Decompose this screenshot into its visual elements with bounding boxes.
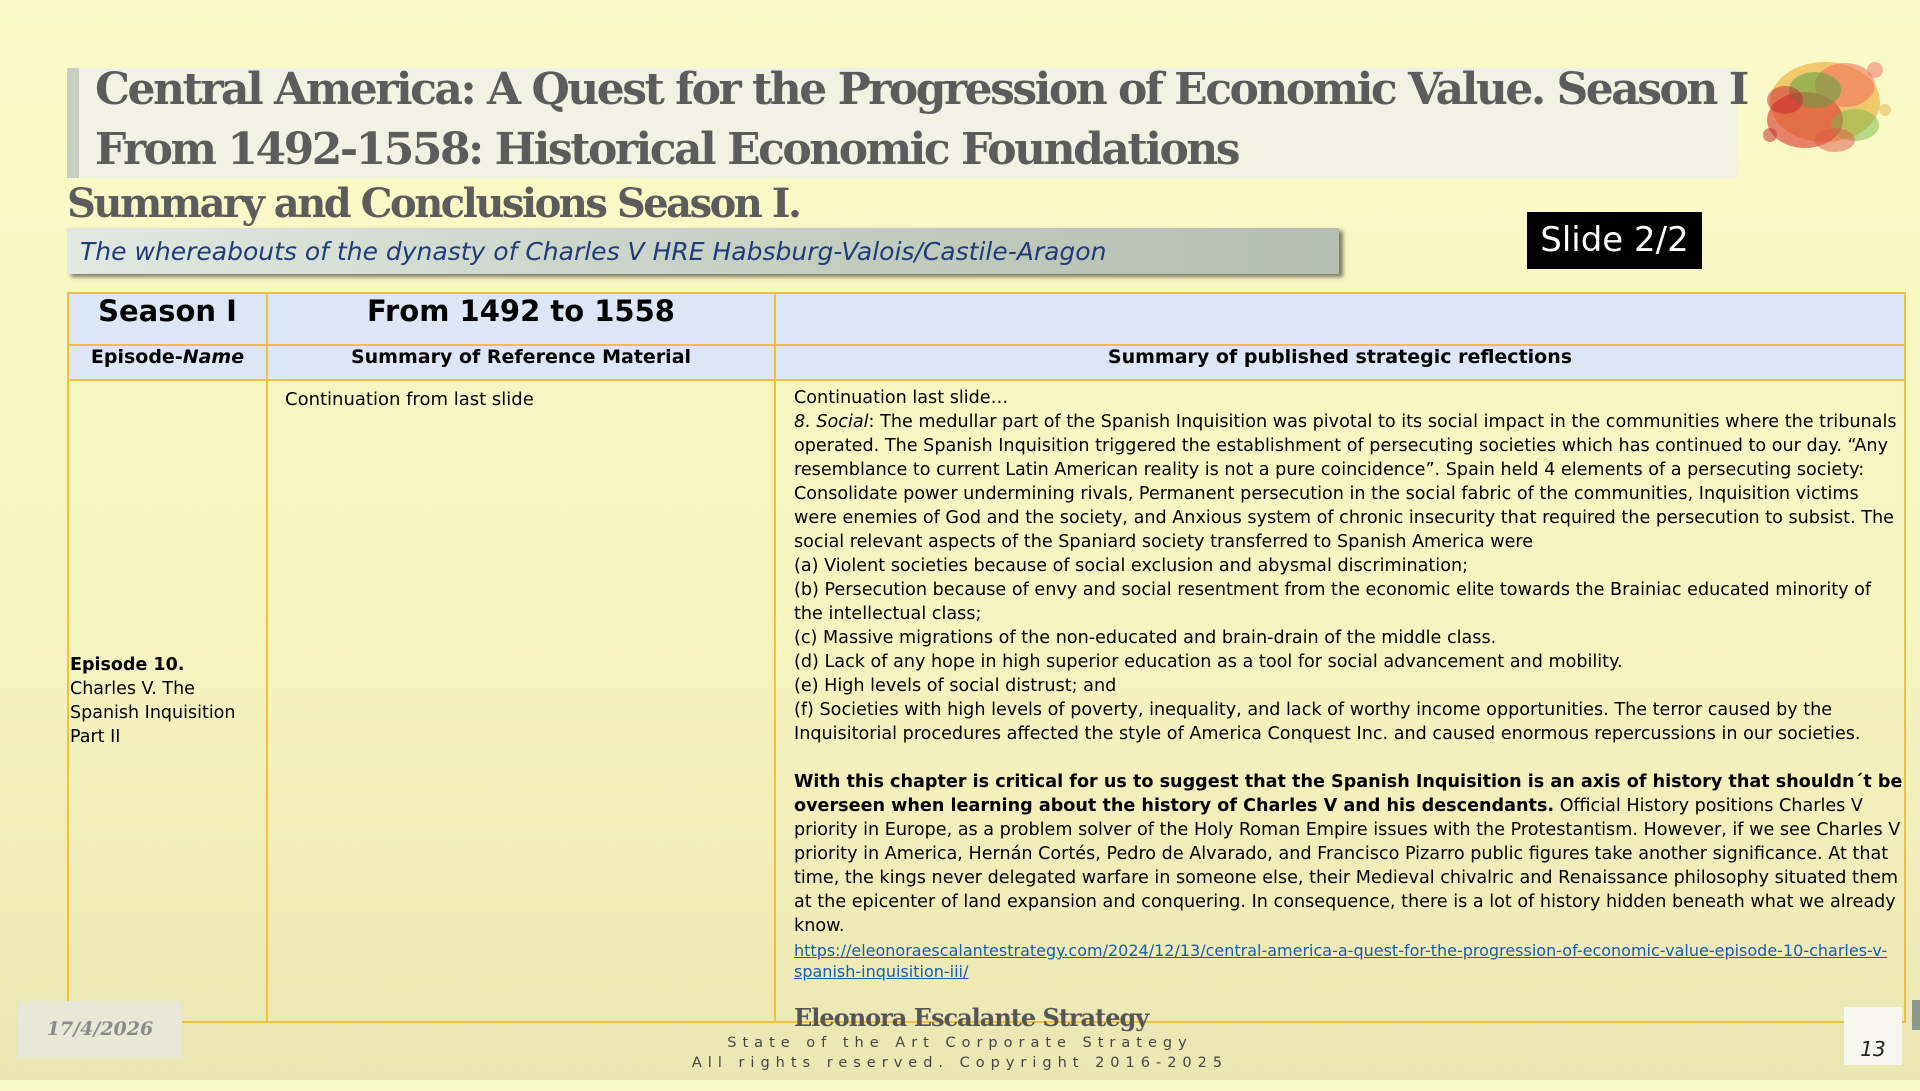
header-episode-name: Episode-Name [68,345,267,380]
episode-number: Episode 10. [70,655,185,675]
dynasty-banner [67,228,1339,274]
slide-title-line-1: Central America: A Quest for the Progression of Economic Value. Season I [95,64,1747,115]
header-period: From 1492 to 1558 [267,293,775,345]
article-link[interactable]: https://eleonoraescalantestrategy.com/2024/12/13/central-america-a-quest-for-the-progression-of-economic-value-episode-10-charles-v-spanish-inquisition-iii/ [794,941,1888,981]
episode-cell [68,380,267,1022]
list-item: (b) Persecution because of envy and social resentment from the economic elite towards the Brainiac educated minority of the intellectual class; [794,580,1872,624]
episode-name-line: Charles V. The [70,679,195,699]
conclusion-paragraph: With this chapter is critical for us to suggest that the Spanish Inquisition is an axis of history that shouldn´t be overseen when learning about the history of Charles V and his descendants. Official History positions Charles V priority in Europe, as a problem solver of the Holy Roman Empire issues with the Protestantism. However, if we see Charles V priority in America, Hernán Cortés, Pedro de Alvarado, and Francisco Pizarro public figures take another significance. At that time, the kings never delegated warfare in someone else, their Medieval chivalric and Renaissance philosophy situated them at the epicenter of land expansion and conquering. In consequence, there is a lot of history hidden beneath what we already know. [794,772,1903,936]
header-reflections: Summary of published strategic reflections [775,345,1905,380]
social-paragraph: 8. Social: The medullar part of the Spanish Inquisition was pivotal to its social impact in the communities where the tribunals operated. The Spanish Inquisition triggered the establishment of persecuting societies which has continued to our day. “Any resemblance to current Latin American reality is not a pure coincidence”. Spain held 4 elements of a persecuting society: Consolidate power undermining rivals, Permanent persecution in the social fabric of the communities, Inquisition victims were enemies of God and the society, and Anxious system of chronic insecurity that required the persecution to subsist. The social relevant aspects of the Spaniard society transferred to Spanish America were [794,412,1897,552]
slide-date: 17/4/2026 [18,1001,182,1058]
summary-table [67,292,1906,1023]
slide-title-line-2: From 1492-1558: Historical Economic Foundations [95,124,1239,175]
edge-marker [1912,1000,1920,1030]
episode-name-line: Part II [70,727,121,747]
header-season: Season I [68,293,267,345]
dynasty-text: The whereabouts of the dynasty of Charles V HRE Habsburg-Valois/Castile-Aragon [80,237,1107,266]
slide-badge: Slide 2/2 [1527,212,1702,269]
header-empty [775,293,1905,345]
list-item: (f) Societies with high levels of poverty, inequality, and lack of worthy income opportunities. The terror caused by the Inquisitorial procedures affected the style of America Conquest Inc. and caused enormous repercussions in our societies. [794,700,1861,744]
reference-cell [267,380,775,1022]
list-item: (a) Violent societies because of social exclusion and abysmal discrimination; [794,556,1469,576]
footer-copyright: All rights reserved. Copyright 2016-2025 [691,1055,1229,1071]
slide-subtitle: Summary and Conclusions Season I. [67,180,800,227]
header-reference: Summary of Reference Material [267,345,775,380]
reference-text: Continuation from last slide [285,389,534,410]
list-item: (e) High levels of social distrust; and [794,676,1117,696]
reflections-intro: Continuation last slide… [794,388,1009,408]
brand-name: Eleonora Escalante Strategy [794,1003,1149,1032]
table-header-row-2 [68,345,1905,380]
episode-name-line: Spanish Inquisition [70,703,236,723]
footer-tagline: State of the Art Corporate Strategy [727,1035,1193,1051]
table-row [68,380,1905,1022]
page-number: 13 [1844,1007,1902,1065]
table-header-row-1 [68,293,1905,345]
watercolor-splash-icon [1745,40,1915,175]
reflections-cell [775,380,1905,1022]
list-item: (d) Lack of any hope in high superior education as a tool for social advancement and mobility. [794,652,1623,672]
list-item: (c) Massive migrations of the non-educated and brain-drain of the middle class. [794,628,1497,648]
